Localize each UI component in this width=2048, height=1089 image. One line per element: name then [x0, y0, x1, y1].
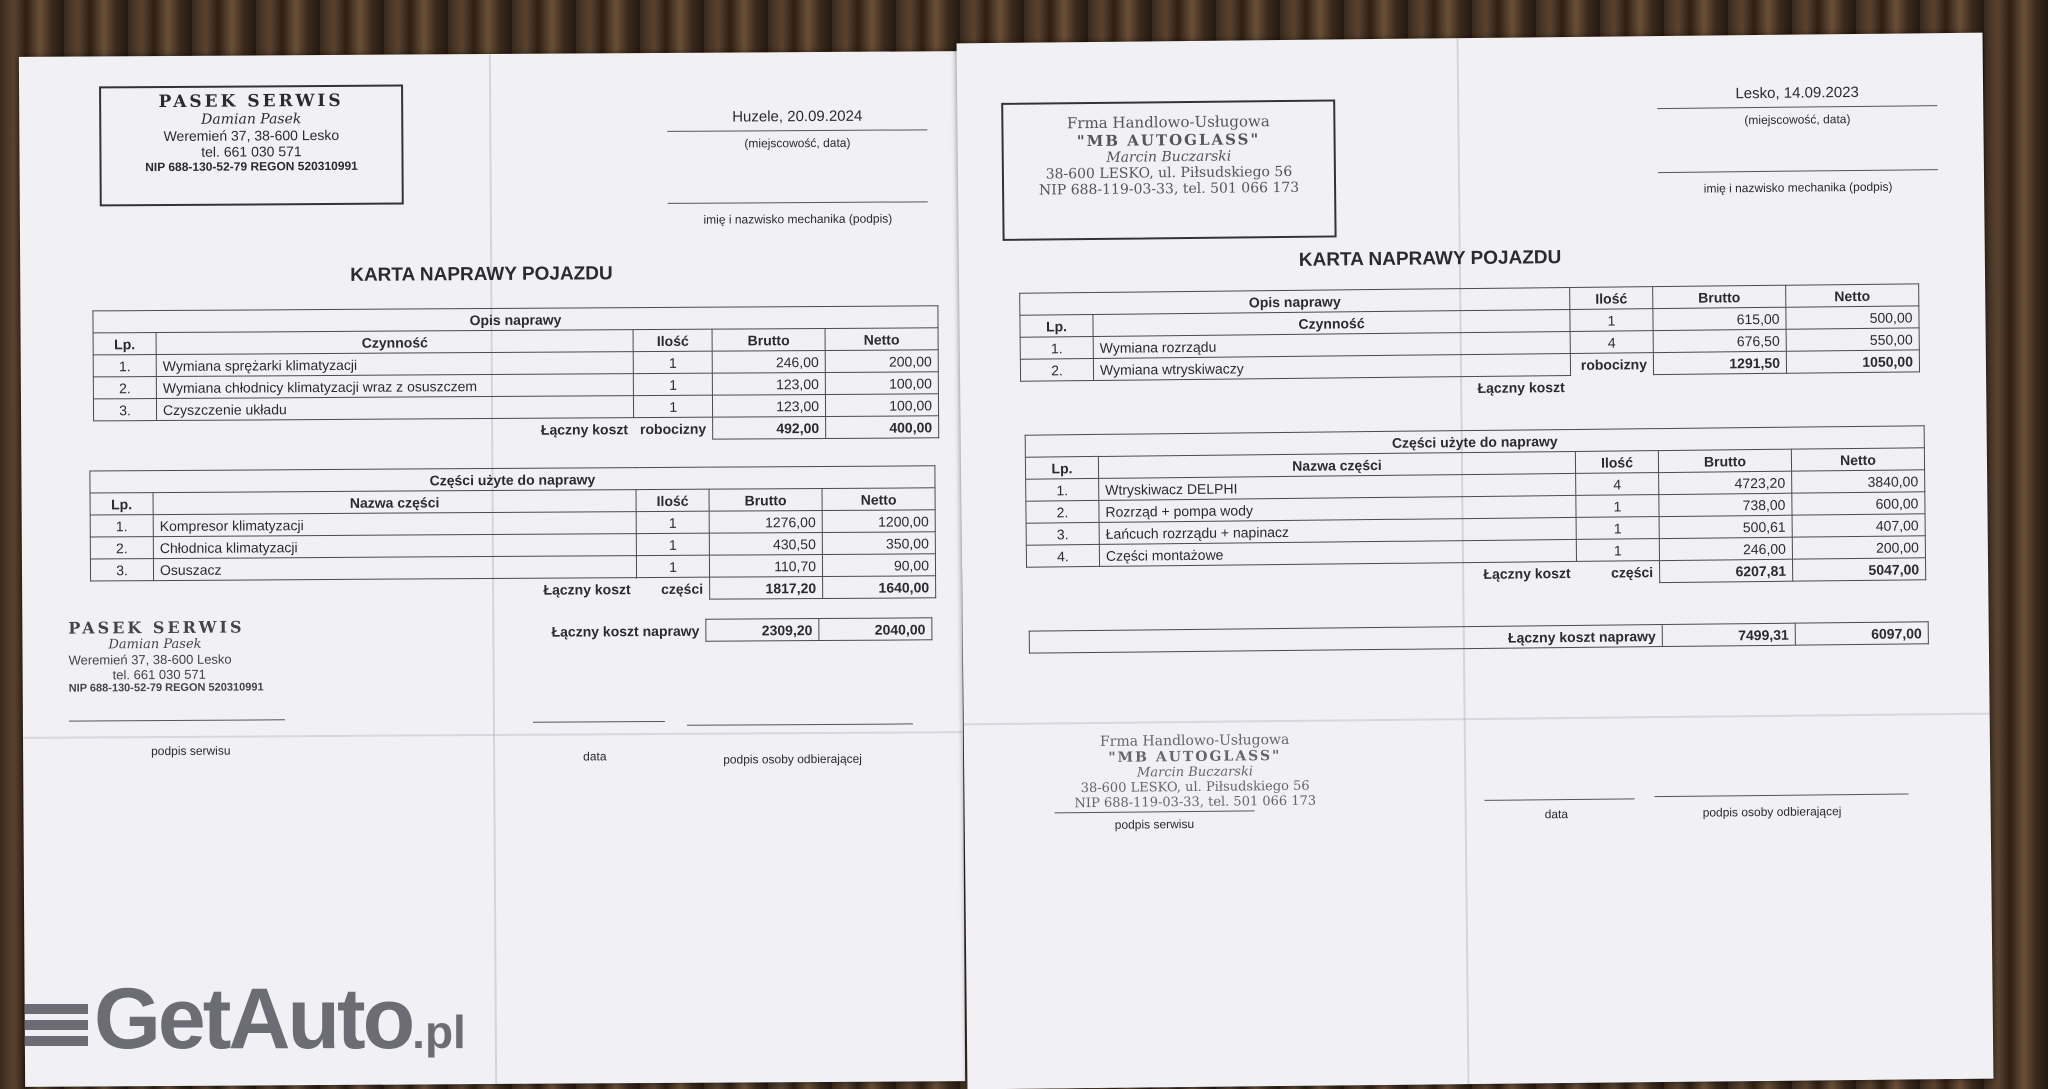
total-net: 6097,00	[1795, 622, 1928, 645]
cell-name: Wtryskiwacz DELPHI	[1099, 473, 1576, 500]
col-header: Netto	[822, 488, 935, 511]
parts-section-title: Części użyte do naprawy	[1025, 426, 1924, 457]
cell-name: Wymiana wtryskiwaczy	[1093, 353, 1570, 380]
cell-gross: 738,00	[1659, 493, 1792, 516]
stamp-line: NIP 688-130-52-79 REGON 520310991	[68, 681, 264, 695]
col-header: Brutto	[709, 488, 822, 511]
cell-net: 200,00	[1792, 536, 1925, 559]
cell-name: Wymiana chłodnicy klimatyzacji wraz z osuszczem	[156, 374, 634, 399]
col-header: Netto	[825, 328, 938, 351]
cell-gross: 1276,00	[709, 510, 822, 533]
cell-name: Części montażowe	[1099, 539, 1576, 566]
sum-gross: 1817,20	[710, 576, 823, 599]
sum-net: 1050,00	[1786, 350, 1919, 373]
labor-table	[1019, 283, 1920, 402]
sig-service-label: podpis serwisu	[151, 743, 231, 759]
cell-name: Łańcuch rozrządu + napinacz	[1099, 517, 1576, 544]
cell-qty: 1	[1576, 539, 1659, 562]
col-header: Czynność	[156, 330, 634, 355]
cell-gross: 123,00	[712, 394, 825, 417]
cell-lp: 2.	[1020, 358, 1093, 381]
stamp-line: Frma Handlowo-Usługowa	[1099, 731, 1290, 750]
stamp-line: NIP 688-119-03-33, tel. 501 066 173	[1038, 179, 1300, 199]
parts-table	[1025, 425, 1927, 589]
mechanic-hint: imię i nazwisko mechanika (podpis)	[703, 211, 893, 227]
getauto-watermark-logo	[24, 970, 466, 1069]
place-date-line	[1657, 105, 1937, 109]
col-header: Brutto	[1653, 285, 1786, 308]
mechanic-signature-line	[668, 201, 928, 204]
stamp-line: 38-600 LESKO, ul. Piłsudskiego 56	[1080, 778, 1310, 797]
stamp-line: 38-600 LESKO, ul. Piłsudskiego 56	[1045, 163, 1293, 183]
sum-gross: 1291,50	[1653, 351, 1786, 374]
cell-lp: 4.	[1026, 544, 1099, 567]
cell-name: Rozrząd + pompa wody	[1099, 495, 1576, 522]
total-label: Łączny koszt naprawy	[551, 622, 700, 640]
sum-net: 400,00	[826, 416, 939, 439]
place-date-line	[667, 129, 927, 132]
mechanic-signature-line	[1658, 169, 1938, 173]
col-header: Czynność	[1093, 309, 1570, 336]
menu-bars-icon	[24, 998, 88, 1052]
col-header: Brutto	[1658, 449, 1791, 472]
sig-date-label: data	[583, 749, 607, 764]
stamp-line: Damian Pasek	[201, 111, 302, 128]
cell-qty: 1	[636, 511, 709, 533]
cell-qty: 4	[1570, 331, 1653, 354]
cell-gross: 676,50	[1653, 329, 1786, 352]
stamp-line: "MB AUTOGLASS"	[1108, 748, 1282, 766]
cell-gross: 246,00	[1659, 537, 1792, 560]
sum-label2: części	[1610, 563, 1654, 581]
cell-lp: 1.	[1020, 336, 1093, 359]
place-date-hint: (miejscowość, data)	[744, 135, 851, 151]
cell-gross: 123,00	[712, 372, 825, 395]
total-row	[362, 618, 932, 643]
total-gross: 2309,20	[706, 619, 819, 642]
total-table	[1029, 621, 1929, 653]
signature-line	[1485, 798, 1635, 801]
cell-gross: 500,61	[1659, 515, 1792, 538]
repair-card-right	[957, 33, 1994, 1089]
col-header: Lp.	[93, 333, 156, 355]
cell-net: 100,00	[825, 394, 938, 417]
signature-line	[69, 719, 285, 721]
parts-table	[89, 465, 936, 603]
cell-net: 350,00	[822, 532, 935, 555]
cell-name: Wymiana sprężarki klimatyzacji	[156, 352, 634, 377]
sig-service-label: podpis serwisu	[1114, 816, 1195, 832]
cell-net: 407,00	[1792, 514, 1925, 537]
col-header: Ilość	[633, 329, 712, 351]
cell-qty: 1	[636, 555, 709, 577]
col-header: Ilość	[1575, 451, 1658, 474]
col-header: Netto	[1791, 448, 1924, 471]
total-net: 2040,00	[819, 618, 932, 641]
place-date-hint: (miejscowość, data)	[1744, 112, 1851, 128]
cell-qty: 1	[634, 373, 713, 395]
cell-net: 90,00	[822, 554, 935, 577]
document-title: KARTA NAPRAWY POJAZDU	[350, 263, 613, 286]
stamp-line: NIP 688-119-03-33, tel. 501 066 173	[1074, 793, 1317, 812]
col-header: Ilość	[1570, 287, 1653, 310]
stamp-line: PASEK SERWIS	[158, 90, 344, 113]
parts-sum-row	[91, 576, 936, 603]
labor-section-title: Opis naprawy	[1020, 287, 1570, 315]
cell-gross: 110,70	[709, 554, 822, 577]
stamp-line: Weremień 37, 38-600 Lesko	[68, 651, 232, 668]
cell-lp: 2.	[93, 377, 156, 399]
sum-gross: 6207,81	[1660, 559, 1793, 582]
signature-line	[533, 721, 665, 723]
cell-lp: 3.	[90, 559, 153, 581]
place-date: Lesko, 14.09.2023	[1735, 83, 1859, 103]
cell-gross: 4723,20	[1659, 471, 1792, 494]
cell-net: 500,00	[1786, 306, 1919, 329]
cell-gross: 246,00	[712, 350, 825, 373]
sig-receiver-label: podpis osoby odbierającej	[723, 751, 862, 767]
total-gross: 7499,31	[1662, 623, 1795, 646]
cell-name: Chłodnica klimatyzacji	[153, 534, 636, 559]
company-stamp	[1001, 99, 1336, 240]
cell-lp: 1.	[90, 515, 153, 537]
stamp-line: tel. 661 030 571	[201, 143, 302, 160]
col-header: Brutto	[712, 328, 825, 351]
stamp-line: Weremień 37, 38-600 Lesko	[163, 126, 340, 144]
col-header: Ilość	[636, 489, 709, 511]
col-header: Nazwa części	[153, 490, 636, 515]
cell-lp: 1.	[93, 355, 156, 377]
cell-qty: 1	[1576, 495, 1659, 518]
company-stamp-signature	[68, 617, 263, 694]
watermark-tld: .pl	[412, 1006, 466, 1058]
cell-net: 550,00	[1786, 328, 1919, 351]
cell-qty: 1	[634, 351, 713, 373]
cell-qty: 1	[636, 533, 709, 555]
cell-gross: 430,50	[709, 532, 822, 555]
cell-name: Wymiana rozrządu	[1093, 331, 1570, 358]
col-header: Lp.	[1025, 456, 1098, 479]
sum-label: Łączny koszt	[1483, 564, 1571, 582]
watermark-brand: GetAuto	[94, 971, 413, 1067]
cell-net: 1200,00	[822, 510, 935, 533]
cell-net: 600,00	[1792, 492, 1925, 515]
col-header: Lp.	[1020, 314, 1093, 337]
labor-sum-row	[94, 416, 939, 443]
col-header: Lp.	[90, 493, 153, 515]
cell-name: Kompresor klimatyzacji	[153, 512, 636, 537]
cell-net: 3840,00	[1792, 470, 1925, 493]
stamp-line: Damian Pasek	[108, 636, 202, 653]
sum-label: Łączny koszt	[1477, 378, 1565, 396]
sum-label2: robocizny	[1580, 355, 1648, 373]
sum-label2: części	[661, 580, 704, 597]
sum-net: 1640,00	[823, 576, 936, 599]
document-title: KARTA NAPRAWY POJAZDU	[1298, 247, 1562, 271]
cell-qty: 1	[1570, 309, 1653, 332]
sum-label2: robocizny	[639, 420, 707, 437]
total-row	[1029, 622, 1928, 653]
parts-section-title: Części użyte do naprawy	[90, 466, 935, 493]
company-stamp	[99, 85, 404, 207]
col-header: Netto	[1786, 284, 1919, 307]
stamp-line: Marcin Buczarski	[1136, 764, 1254, 781]
sum-net: 5047,00	[1792, 558, 1925, 581]
stamp-line: NIP 688-130-52-79 REGON 520310991	[145, 158, 358, 175]
cell-qty: 1	[634, 395, 713, 417]
cell-qty: 1	[1576, 517, 1659, 540]
cell-lp: 1.	[1026, 478, 1099, 501]
sig-date-label: data	[1544, 807, 1569, 822]
cell-name: Osuszacz	[153, 556, 636, 581]
place-date: Huzele, 20.09.2024	[732, 107, 863, 126]
cell-lp: 3.	[93, 399, 156, 421]
stamp-line: Marcin Buczarski	[1106, 148, 1232, 166]
fold-line	[964, 713, 1990, 726]
cell-gross: 615,00	[1653, 307, 1786, 330]
sum-gross: 492,00	[713, 416, 826, 439]
sum-label: Łączny koszt	[543, 580, 631, 598]
stamp-line: Frma Handlowo-Usługowa	[1066, 112, 1270, 133]
labor-table	[92, 305, 939, 443]
repair-card-left	[19, 51, 965, 1087]
cell-net: 100,00	[825, 372, 938, 395]
signature-line	[1654, 793, 1908, 797]
cell-net: 200,00	[825, 350, 938, 373]
signature-line	[687, 723, 913, 725]
sum-label: Łączny koszt	[540, 420, 629, 438]
labor-section-title: Opis naprawy	[93, 306, 938, 333]
company-stamp-signature	[1074, 732, 1316, 812]
cell-lp: 3.	[1026, 522, 1099, 545]
total-label: Łączny koszt naprawy	[1029, 625, 1662, 654]
col-header: Nazwa części	[1098, 451, 1575, 478]
stamp-line: tel. 661 030 571	[112, 666, 206, 683]
sig-receiver-label: podpis osoby odbierającej	[1702, 804, 1842, 820]
stamp-line: PASEK SERWIS	[68, 617, 245, 638]
cell-qty: 4	[1576, 473, 1659, 496]
stamp-line: "MB AUTOGLASS"	[1076, 130, 1261, 151]
cell-lp: 2.	[90, 537, 153, 559]
cell-lp: 2.	[1026, 500, 1099, 523]
mechanic-hint: imię i nazwisko mechanika (podpis)	[1703, 179, 1893, 196]
total-table	[362, 617, 932, 643]
cell-name: Czyszczenie układu	[156, 396, 634, 421]
